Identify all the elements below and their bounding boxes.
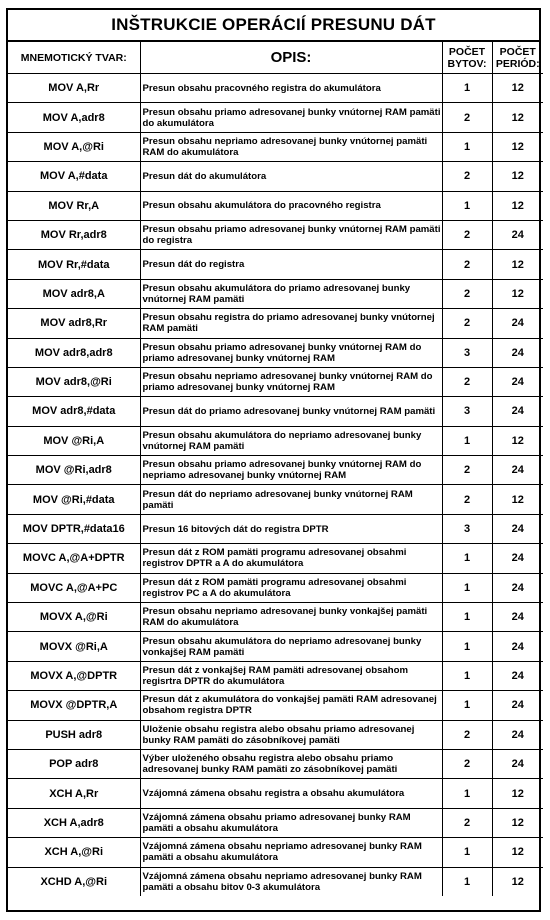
bytes-cell: 1 — [442, 544, 492, 573]
table-row — [8, 426, 543, 455]
mnemonic-cell: MOVX A,@DPTR — [8, 661, 140, 690]
description-cell: Presun obsahu priamo adresovanej bunky vnútornej RAM do nepriamo adresovanej bunky vnútornej RAM — [140, 456, 442, 485]
mnemonic-cell: MOV A,adr8 — [8, 103, 140, 132]
bytes-cell: 1 — [442, 691, 492, 720]
table-row — [8, 720, 543, 749]
mnemonic-cell: XCH A,adr8 — [8, 808, 140, 837]
bytes-cell: 1 — [442, 191, 492, 220]
description-cell: Vzájomná zámena obsahu nepriamo adresovanej bunky RAM pamäti a obsahu bitov 0-3 akumulátora — [140, 867, 442, 896]
header-bytes-line2: BYTOV: — [447, 57, 487, 70]
table-row — [8, 132, 543, 161]
bytes-cell: 1 — [442, 132, 492, 161]
bytes-cell: 3 — [442, 338, 492, 367]
bytes-cell: 1 — [442, 573, 492, 602]
description-cell: Presun obsahu nepriamo adresovanej bunky vonkajšej pamäti RAM do akumulátora — [140, 603, 442, 632]
periods-cell: 12 — [492, 867, 543, 896]
description-cell: Presun obsahu akumulátora do nepriamo adresovanej bunky vonkajšej RAM pamäti — [140, 632, 442, 661]
table-row — [8, 838, 543, 867]
bytes-cell: 2 — [442, 220, 492, 249]
bytes-cell: 2 — [442, 720, 492, 749]
instruction-table-frame — [6, 8, 541, 912]
description-cell: Presun dát z ROM pamäti programu adresovanej obsahmi registrov PC a A do akumulátora — [140, 573, 442, 602]
periods-cell: 12 — [492, 779, 543, 808]
description-cell: Výber uloženého obsahu registra alebo obsahu priamo adresovanej bunky RAM pamäti zo zásobníkovej pamäti — [140, 749, 442, 778]
periods-cell: 24 — [492, 514, 543, 543]
bytes-cell: 2 — [442, 250, 492, 279]
description-cell: Presun obsahu registra do priamo adresovanej bunky vnútornej RAM pamäti — [140, 309, 442, 338]
bytes-cell: 2 — [442, 367, 492, 396]
bytes-cell: 1 — [442, 661, 492, 690]
mnemonic-cell: MOVC A,@A+PC — [8, 573, 140, 602]
instruction-rows — [8, 74, 543, 896]
mnemonic-cell: MOV @Ri,A — [8, 426, 140, 455]
mnemonic-cell: MOVC A,@A+DPTR — [8, 544, 140, 573]
header-periods — [492, 42, 543, 74]
bytes-cell: 2 — [442, 808, 492, 837]
table-row — [8, 397, 543, 426]
description-cell: Presun dát do registra — [140, 250, 442, 279]
periods-cell: 12 — [492, 838, 543, 867]
periods-cell: 24 — [492, 220, 543, 249]
periods-cell: 24 — [492, 367, 543, 396]
bytes-cell: 3 — [442, 397, 492, 426]
periods-cell: 24 — [492, 661, 543, 690]
bytes-cell: 1 — [442, 867, 492, 896]
table-row — [8, 456, 543, 485]
periods-cell: 24 — [492, 720, 543, 749]
table-row — [8, 779, 543, 808]
periods-cell: 12 — [492, 132, 543, 161]
description-cell: Vzájomná zámena obsahu registra a obsahu akumulátora — [140, 779, 442, 808]
mnemonic-cell: MOV adr8,@Ri — [8, 367, 140, 396]
description-cell: Uloženie obsahu registra alebo obsahu priamo adresovanej bunky RAM pamäti do zásobníkovej pamäti — [140, 720, 442, 749]
mnemonic-cell: MOV DPTR,#data16 — [8, 514, 140, 543]
mnemonic-cell: POP adr8 — [8, 749, 140, 778]
periods-cell: 12 — [492, 426, 543, 455]
periods-cell: 12 — [492, 808, 543, 837]
description-cell: Vzájomná zámena obsahu priamo adresovanej bunky RAM pamäti a obsahu akumulátora — [140, 808, 442, 837]
description-cell: Presun obsahu priamo adresovanej bunky vnútornej RAM pamäti do akumulátora — [140, 103, 442, 132]
description-cell: Presun dát z ROM pamäti programu adresovanej obsahmi registrov DPTR a A do akumulátora — [140, 544, 442, 573]
mnemonic-cell: PUSH adr8 — [8, 720, 140, 749]
periods-cell: 24 — [492, 456, 543, 485]
bytes-cell: 1 — [442, 779, 492, 808]
table-row — [8, 808, 543, 837]
description-cell: Presun dát do nepriamo adresovanej bunky vnútornej RAM pamäti — [140, 485, 442, 514]
mnemonic-cell: XCH A,Rr — [8, 779, 140, 808]
header-periods-line2: PERIÓD: — [495, 57, 540, 70]
mnemonic-cell: XCH A,@Ri — [8, 838, 140, 867]
mnemonic-cell: MOV adr8,Rr — [8, 309, 140, 338]
description-cell: Presun dát do akumulátora — [140, 162, 442, 191]
table-row — [8, 338, 543, 367]
periods-cell: 12 — [492, 279, 543, 308]
description-cell: Presun obsahu priamo adresovanej bunky vnútornej RAM do priamo adresovanej bunky vnútornej RAM — [140, 338, 442, 367]
table-title: INŠTRUKCIE OPERÁCIÍ PRESUNU DÁT — [8, 10, 539, 42]
mnemonic-cell: MOV Rr,#data — [8, 250, 140, 279]
bytes-cell: 2 — [442, 749, 492, 778]
description-cell: Presun obsahu akumulátora do nepriamo adresovanej bunky vnútornej RAM pamäti — [140, 426, 442, 455]
mnemonic-cell: MOV Rr,adr8 — [8, 220, 140, 249]
description-cell: Presun dát z vonkajšej RAM pamäti adresovanej obsahom regisrtra DPTR do akumulátora — [140, 661, 442, 690]
periods-cell: 24 — [492, 309, 543, 338]
periods-cell: 12 — [492, 485, 543, 514]
table-row — [8, 309, 543, 338]
description-cell: Presun 16 bitových dát do registra DPTR — [140, 514, 442, 543]
description-cell: Presun obsahu nepriamo adresovanej bunky vnútornej RAM do priamo adresovanej bunky vnútornej RAM — [140, 367, 442, 396]
description-cell: Presun obsahu nepriamo adresovanej bunky vnútornej pamäti RAM do akumulátora — [140, 132, 442, 161]
mnemonic-cell: XCHD A,@Ri — [8, 867, 140, 896]
bytes-cell: 2 — [442, 485, 492, 514]
description-cell: Presun dát z akumulátora do vonkajšej pamäti RAM adresovanej obsahom registra DPTR — [140, 691, 442, 720]
periods-cell: 24 — [492, 749, 543, 778]
table-row — [8, 220, 543, 249]
mnemonic-cell: MOVX @DPTR,A — [8, 691, 140, 720]
periods-cell: 24 — [492, 632, 543, 661]
table-row — [8, 485, 543, 514]
mnemonic-cell: MOV @Ri,#data — [8, 485, 140, 514]
bytes-cell: 1 — [442, 74, 492, 103]
mnemonic-cell: MOV A,@Ri — [8, 132, 140, 161]
periods-cell: 24 — [492, 397, 543, 426]
header-mnemonic: MNEMOTICKÝ TVAR: — [8, 42, 140, 74]
table-row — [8, 279, 543, 308]
table-row — [8, 103, 543, 132]
table-row — [8, 867, 543, 896]
description-cell: Vzájomná zámena obsahu nepriamo adresovanej bunky RAM pamäti a obsahu akumulátora — [140, 838, 442, 867]
bytes-cell: 1 — [442, 838, 492, 867]
header-bytes — [442, 42, 492, 74]
bytes-cell: 2 — [442, 103, 492, 132]
bytes-cell: 2 — [442, 162, 492, 191]
header-bytes-line1: POČET — [448, 45, 486, 58]
instruction-table — [8, 42, 543, 896]
bytes-cell: 1 — [442, 426, 492, 455]
mnemonic-cell: MOV Rr,A — [8, 191, 140, 220]
periods-cell: 24 — [492, 691, 543, 720]
bytes-cell: 3 — [442, 514, 492, 543]
bytes-cell: 2 — [442, 279, 492, 308]
periods-cell: 24 — [492, 338, 543, 367]
periods-cell: 12 — [492, 162, 543, 191]
table-row — [8, 162, 543, 191]
table-row — [8, 74, 543, 103]
mnemonic-cell: MOV adr8,adr8 — [8, 338, 140, 367]
table-row — [8, 367, 543, 396]
table-row — [8, 691, 543, 720]
mnemonic-cell: MOV adr8,A — [8, 279, 140, 308]
mnemonic-cell: MOVX A,@Ri — [8, 603, 140, 632]
description-cell: Presun obsahu akumulátora do priamo adresovanej bunky vnútornej RAM pamäti — [140, 279, 442, 308]
table-row — [8, 250, 543, 279]
periods-cell: 12 — [492, 103, 543, 132]
mnemonic-cell: MOV A,Rr — [8, 74, 140, 103]
bytes-cell: 2 — [442, 309, 492, 338]
table-row — [8, 514, 543, 543]
table-row — [8, 632, 543, 661]
periods-cell: 12 — [492, 74, 543, 103]
table-row — [8, 573, 543, 602]
table-row — [8, 661, 543, 690]
description-cell: Presun obsahu priamo adresovanej bunky vnútornej RAM pamäti do registra — [140, 220, 442, 249]
periods-cell: 24 — [492, 603, 543, 632]
periods-cell: 24 — [492, 573, 543, 602]
description-cell: Presun obsahu pracovného registra do akumulátora — [140, 74, 442, 103]
mnemonic-cell: MOV @Ri,adr8 — [8, 456, 140, 485]
table-row — [8, 603, 543, 632]
header-row — [8, 42, 543, 74]
periods-cell: 12 — [492, 191, 543, 220]
header-periods-line1: POČET — [499, 45, 536, 58]
bytes-cell: 1 — [442, 603, 492, 632]
header-description: OPIS: — [140, 42, 442, 74]
periods-cell: 24 — [492, 544, 543, 573]
mnemonic-cell: MOV adr8,#data — [8, 397, 140, 426]
periods-cell: 12 — [492, 250, 543, 279]
description-cell: Presun dát do priamo adresovanej bunky vnútornej RAM pamäti — [140, 397, 442, 426]
description-cell: Presun obsahu akumulátora do pracovného registra — [140, 191, 442, 220]
table-row — [8, 544, 543, 573]
mnemonic-cell: MOV A,#data — [8, 162, 140, 191]
table-row — [8, 191, 543, 220]
bytes-cell: 2 — [442, 456, 492, 485]
table-row — [8, 749, 543, 778]
mnemonic-cell: MOVX @Ri,A — [8, 632, 140, 661]
bytes-cell: 1 — [442, 632, 492, 661]
